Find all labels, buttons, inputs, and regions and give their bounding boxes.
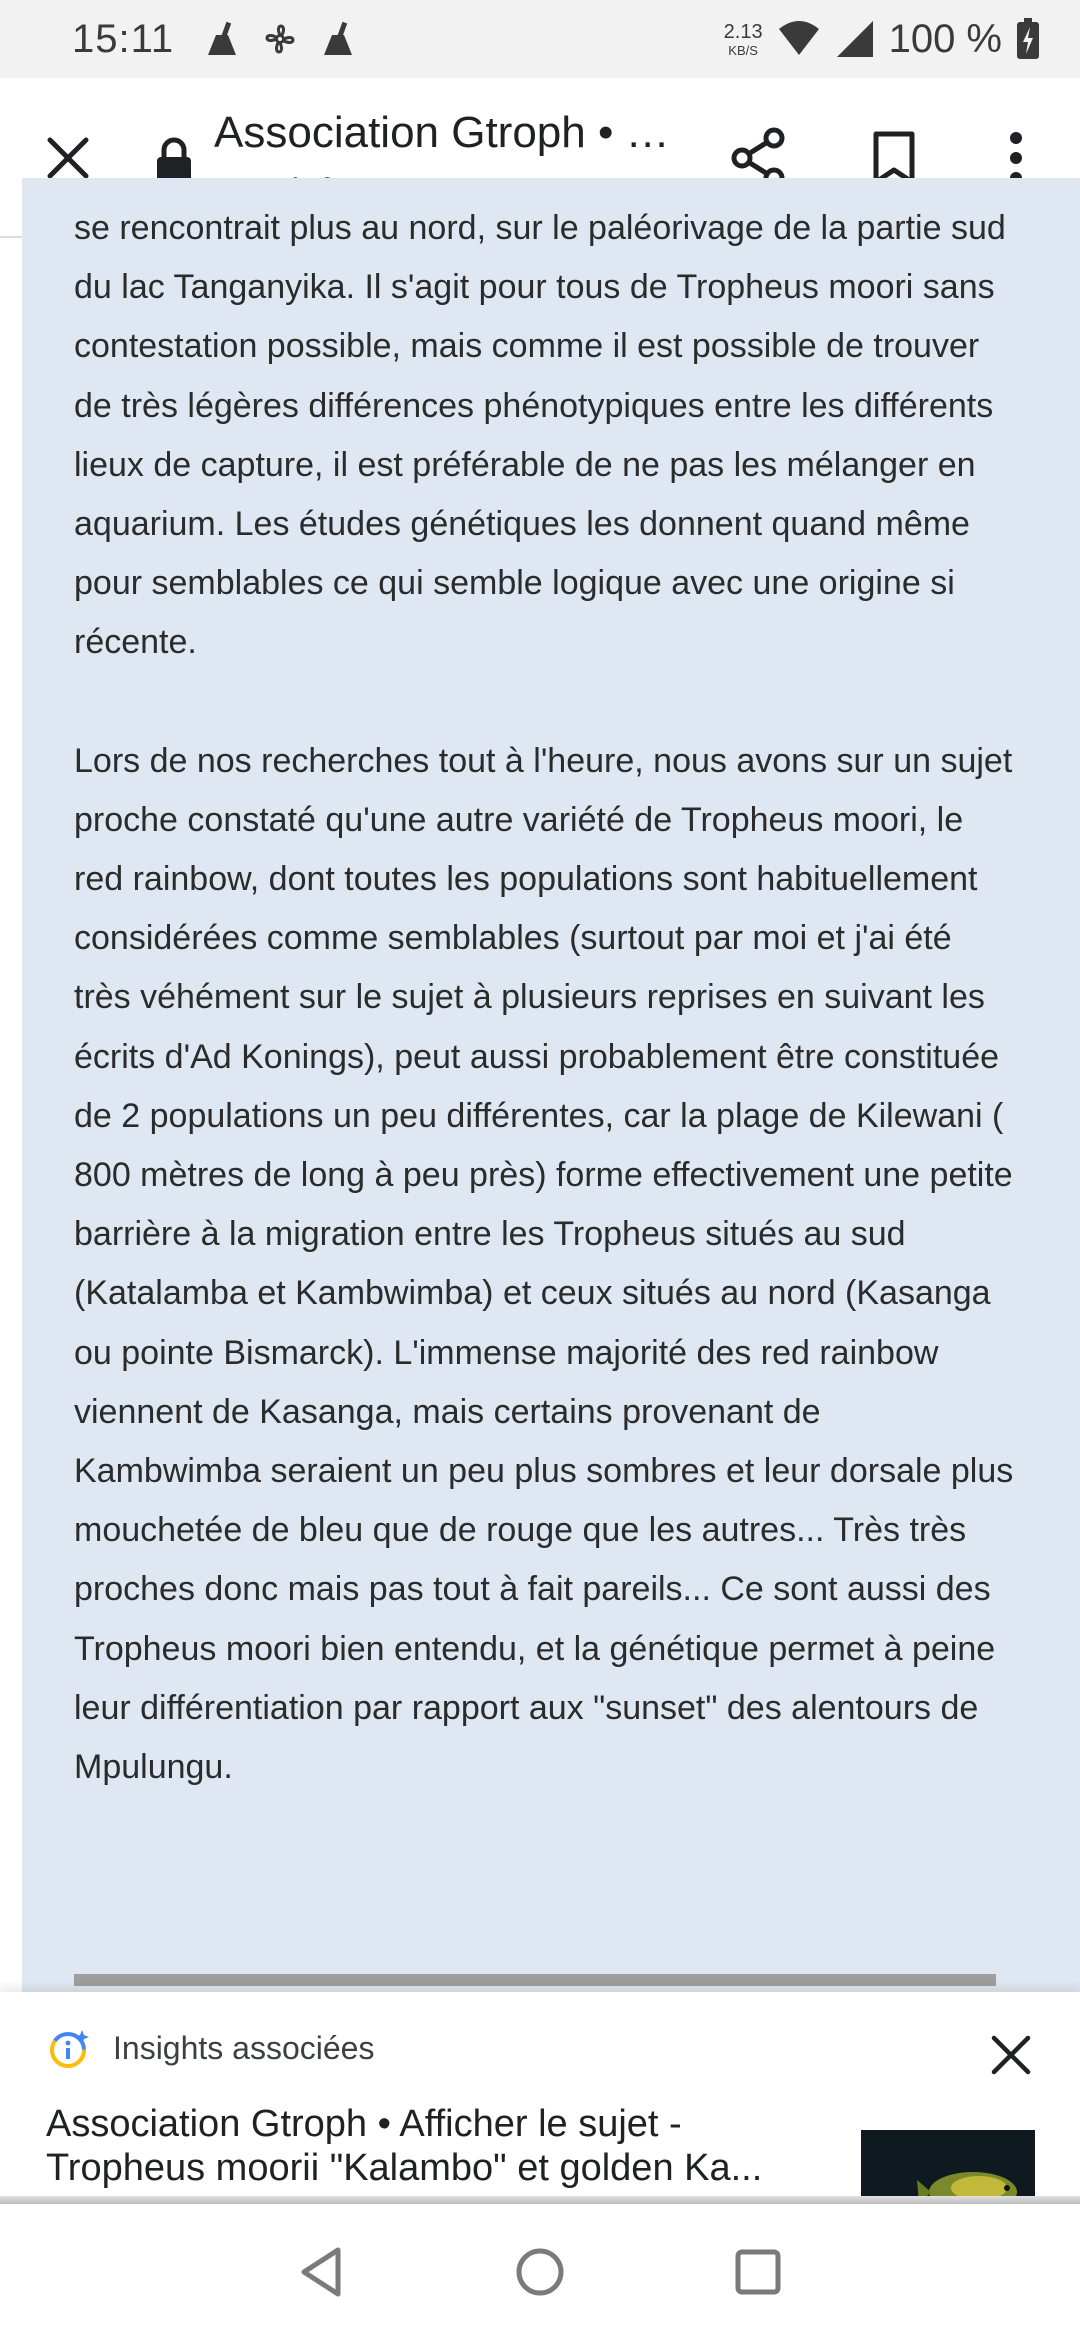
- insight-result-link[interactable]: Association Gtroph • Afficher le sujet - Tropheus moorii "Kalambo" et golden Ka...: [46, 2103, 763, 2189]
- battery-charging-icon: [1016, 18, 1040, 60]
- cell-signal-icon: [835, 19, 875, 59]
- status-time: 15:11: [72, 16, 175, 61]
- insights-sheet[interactable]: [0, 1992, 1080, 2204]
- nav-recents-button[interactable]: [718, 2232, 798, 2312]
- broom-icon: [202, 19, 242, 59]
- insights-info-icon: [48, 2028, 90, 2070]
- home-circle-icon: [515, 2247, 565, 2297]
- article-text: [74, 199, 1014, 1797]
- battery-percent: 100 %: [888, 16, 1002, 61]
- fan-icon: [260, 19, 300, 59]
- close-icon: [46, 136, 90, 180]
- recents-square-icon: [734, 2248, 782, 2296]
- wifi-icon: [777, 19, 821, 59]
- close-insights-button[interactable]: [986, 2030, 1036, 2080]
- article-paragraph: Lors de nos recherches tout à l'heure, nous avons sur un sujet proche constaté qu'une autre variété de Tropheus moori, le red rainbow, dont toutes les populations sont habituellement considérées comme semblables (surtout par moi et j'ai été très véhément sur le sujet à plusieurs reprises en suivant les écrits d'Ad Konings), peut aussi probablement être constituée de 2 populations un peu différentes, car la plage de Kilewani ( 800 mètres de long à peu près) forme effectivement une petite barrière à la migration entre les Tropheus situés au sud (Katalamba et Kambwimba) et ceux situés au nord (Kasanga ou pointe Bismarck). L'immense majorité des red rainbow viennent de Kasanga, mais certains provenant de Kambwimba seraient un peu plus sombres et leur dorsale plus mouchetée de bleu que de rouge que les autres... Très très proches donc mais pas tout à fait pareils... Ce sont aussi des Tropheus moori bien entendu, et la génétique permet à peine leur différentiation par rapport aux "sunset" des alentours de Mpulungu.: [74, 741, 1014, 1787]
- broom-icon: [318, 19, 358, 59]
- sheet-divider: [0, 2196, 1080, 2204]
- status-bar: [0, 0, 1080, 78]
- close-icon: [991, 2035, 1031, 2075]
- status-indicators: [724, 17, 1040, 62]
- web-content[interactable]: [0, 209, 1080, 1992]
- navigation-bar: [0, 2204, 1080, 2340]
- nav-back-button[interactable]: [282, 2232, 362, 2312]
- article-paragraph: se rencontrait plus au nord, sur le paléorivage de la partie sud du lac Tanganyika. Il s'agit pour tous de Tropheus moori sans contestation possible, mais comme il est possible de trouver de très légères différences phénotypiques entre les différents lieux de capture, il est préférable de ne pas les mélanger en aquarium. Les études génétiques les donnent quand même pour semblables ce qui semble logique avec une origine si récente.: [74, 209, 1006, 662]
- horizontal-scrollbar[interactable]: [74, 1974, 996, 1986]
- nav-home-button[interactable]: [500, 2232, 580, 2312]
- network-speed-unit: KB/S: [728, 42, 758, 58]
- page-title: Association Gtroph • …: [214, 108, 670, 157]
- back-triangle-icon: [298, 2246, 346, 2298]
- network-speed-value: 2.13: [723, 20, 763, 43]
- insights-title: Insights associées: [113, 2030, 375, 2066]
- notification-icons: [202, 19, 358, 59]
- network-speed: [724, 22, 763, 57]
